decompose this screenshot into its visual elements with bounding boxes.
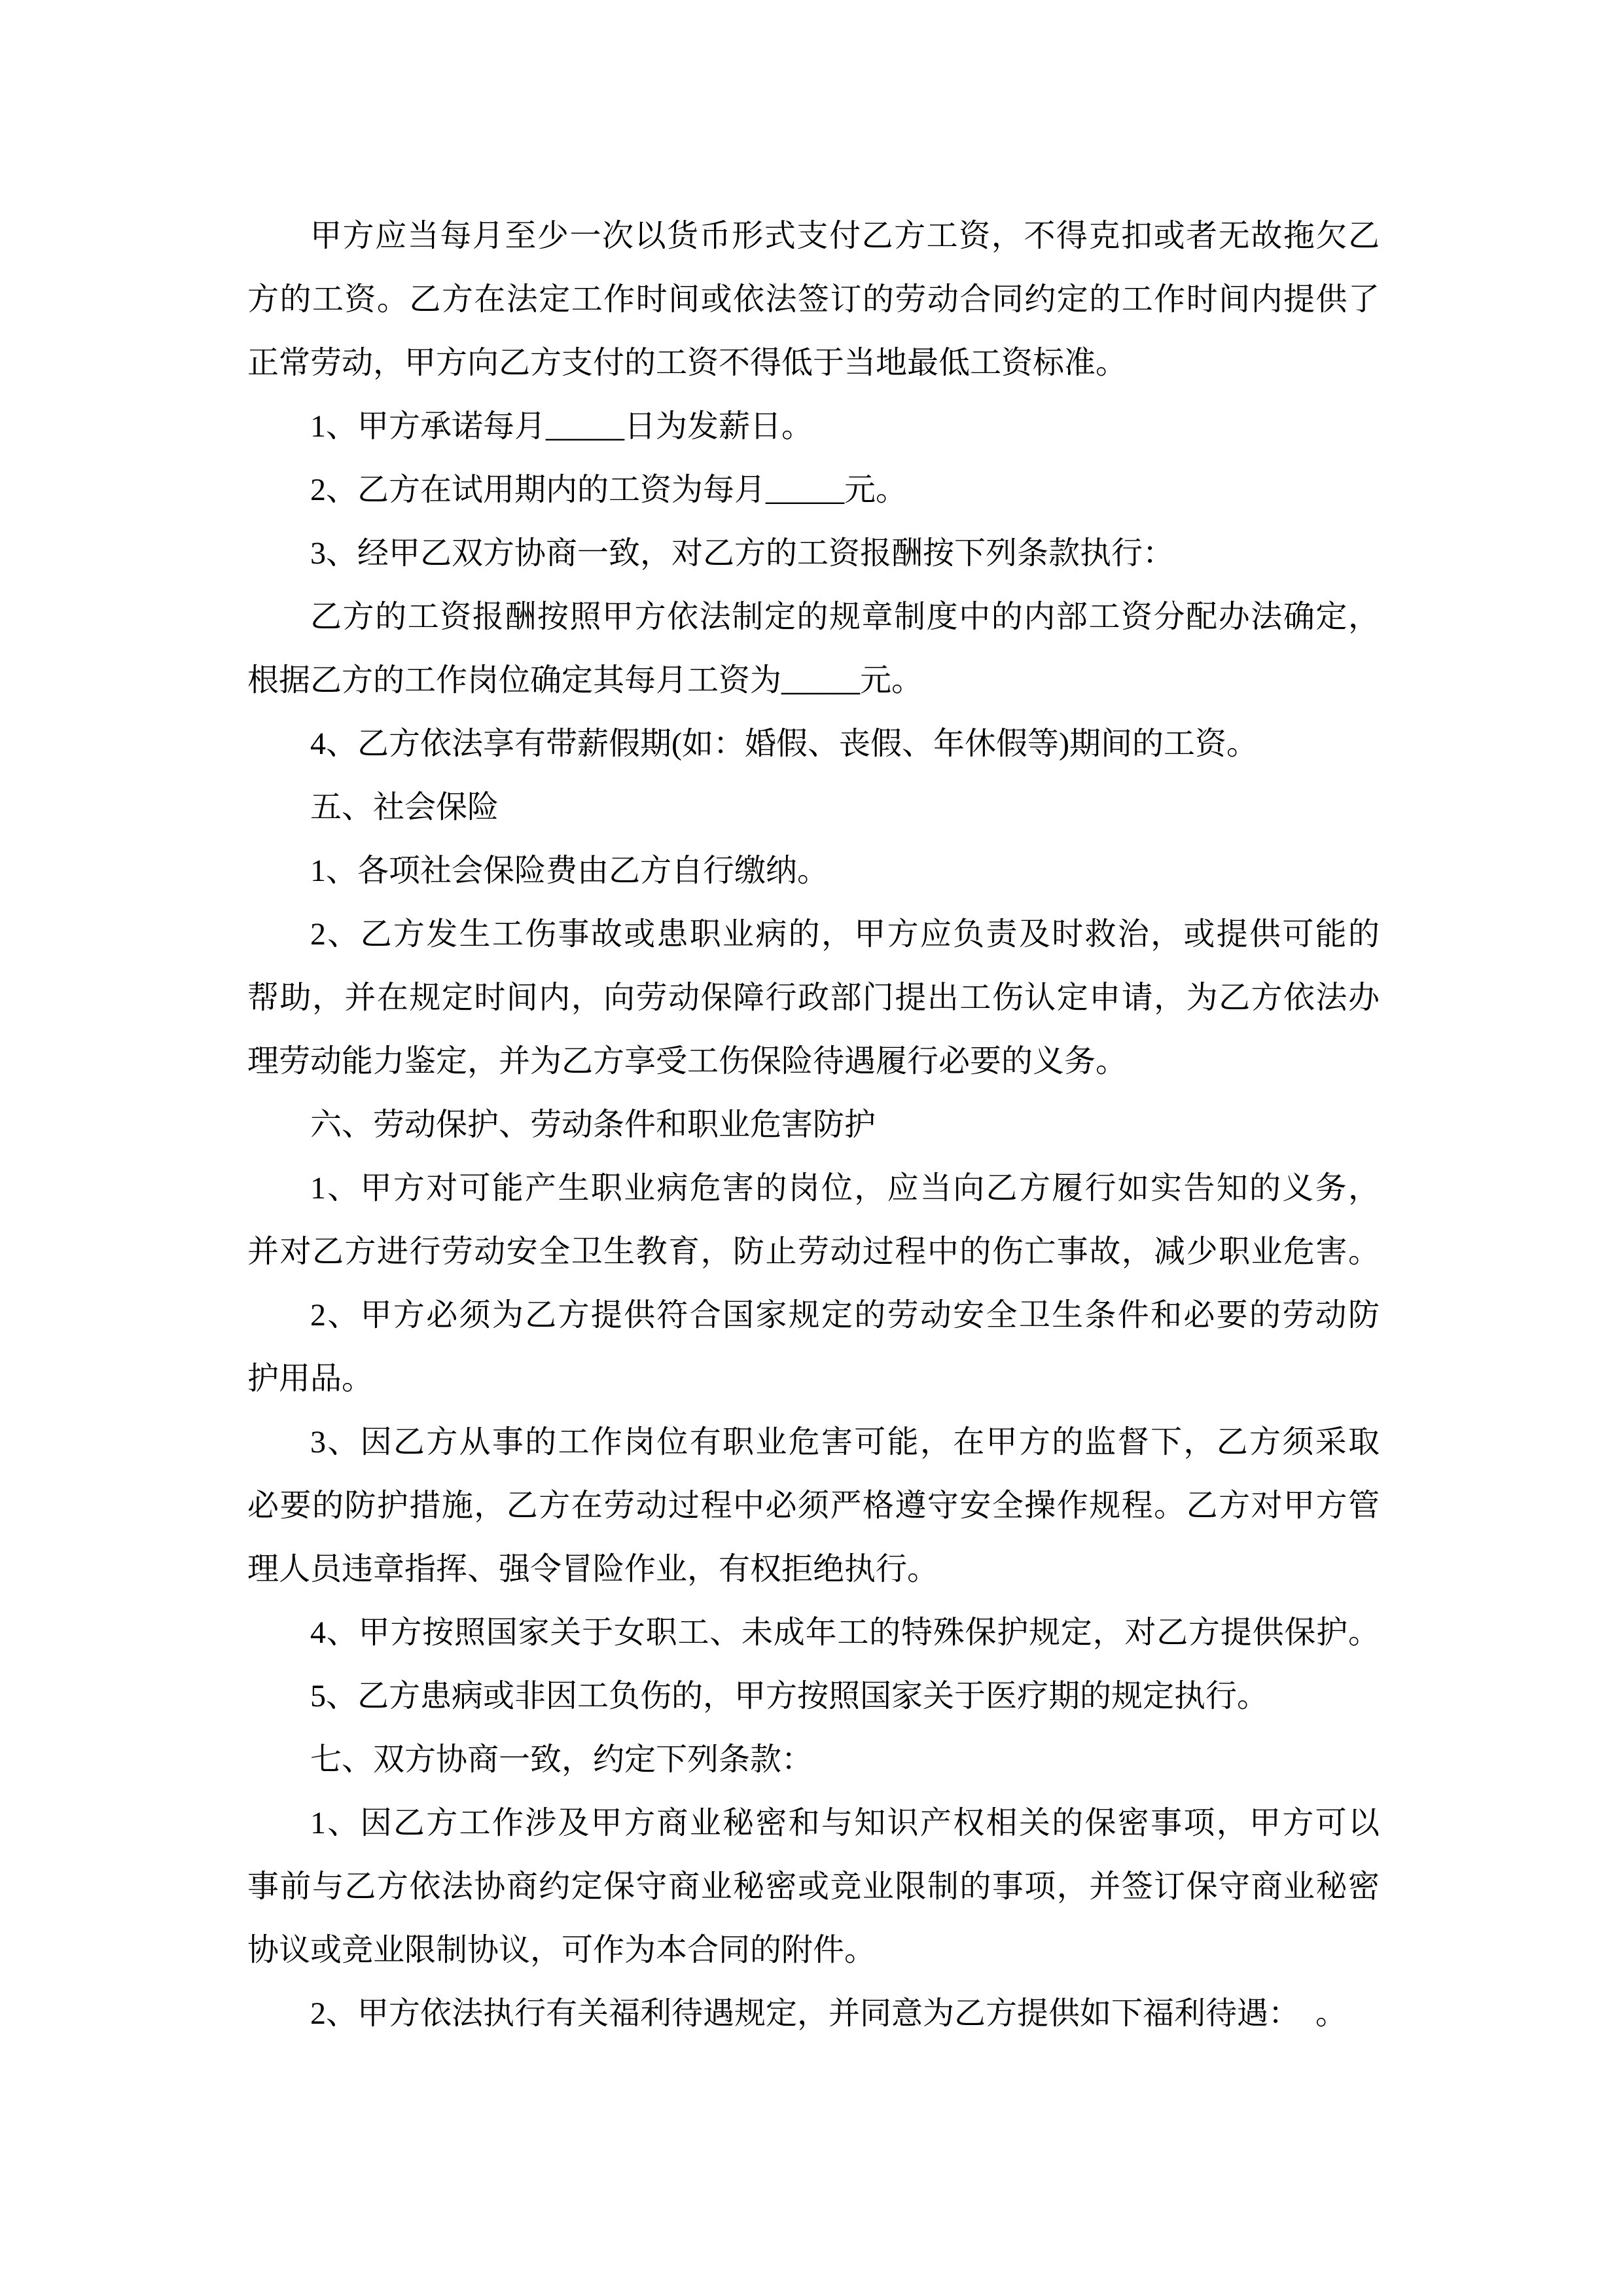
text-line: 1、甲方对可能产生职业病危害的岗位，应当向乙方履行如实告知的义务， [310, 1171, 1380, 1206]
text-line: 七、双方协商一致，约定下列条款： [310, 1742, 813, 1777]
text-line: 4、甲方按照国家关于女职工、未成年工的特殊保护规定，对乙方提供保护。 [310, 1615, 1380, 1650]
text-line: 4、乙方依法享有带薪假期(如：婚假、丧假、年休假等)期间的工资。 [310, 726, 1258, 761]
text-line: 并对乙方进行劳动安全卫生教育，防止劳动过程中的伤亡事故，减少职业危害。 [247, 1234, 1380, 1269]
text-line: 乙方的工资报酬按照甲方依法制定的规章制度中的内部工资分配办法确定， [310, 600, 1380, 634]
text-line: 1、甲方承诺每月_____日为发薪日。 [310, 409, 813, 444]
text-line: 理人员违章指挥、强令冒险作业，有权拒绝执行。 [247, 1552, 939, 1587]
text-line: 3、经甲乙双方协商一致，对乙方的工资报酬按下列条款执行： [310, 536, 1175, 571]
text-line: 五、社会保险 [310, 790, 499, 825]
text-line: 甲方应当每月至少一次以货币形式支付乙方工资，不得克扣或者无故拖欠乙 [310, 219, 1380, 253]
text-line: 3、因乙方从事的工作岗位有职业危害可能，在甲方的监督下，乙方须采取 [310, 1425, 1380, 1460]
text-line: 方的工资。乙方在法定工作时间或依法签订的劳动合同约定的工作时间内提供了 [247, 282, 1380, 317]
text-line: 事前与乙方依法协商约定保守商业秘密或竞业限制的事项，并签订保守商业秘密 [247, 1869, 1380, 1904]
text-line: 根据乙方的工作岗位确定其每月工资为_____元。 [247, 663, 923, 698]
text-line: 协议或竞业限制协议，可作为本合同的附件。 [247, 1933, 876, 1967]
text-line: 2、乙方在试用期内的工资为每月_____元。 [310, 473, 908, 507]
text-line: 理劳动能力鉴定，并为乙方享受工伤保险待遇履行必要的义务。 [247, 1044, 1128, 1079]
text-line: 帮助，并在规定时间内，向劳动保障行政部门提出工伤认定申请，为乙方依法办 [247, 980, 1380, 1015]
text-line: 护用品。 [247, 1361, 374, 1396]
text-line: 1、因乙方工作涉及甲方商业秘密和与知识产权相关的保密事项，甲方可以 [310, 1806, 1380, 1840]
text-line: 2、乙方发生工伤事故或患职业病的，甲方应负责及时救治，或提供可能的 [310, 917, 1380, 952]
text-line: 2、甲方依法执行有关福利待遇规定，并同意为乙方提供如下福利待遇： 。 [310, 1996, 1347, 2031]
document-body [247, 204, 1380, 2045]
text-line: 5、乙方患病或非因工负伤的，甲方按照国家关于医疗期的规定执行。 [310, 1679, 1269, 1713]
text-line: 六、劳动保护、劳动条件和职业危害防护 [310, 1107, 876, 1142]
text-line: 必要的防护措施，乙方在劳动过程中必须严格遵守安全操作规程。乙方对甲方管 [247, 1488, 1380, 1523]
text-line: 正常劳动，甲方向乙方支付的工资不得低于当地最低工资标准。 [247, 346, 1128, 380]
text-line: 1、各项社会保险费由乙方自行缴纳。 [310, 853, 829, 888]
text-line: 2、甲方必须为乙方提供符合国家规定的劳动安全卫生条件和必要的劳动防 [310, 1298, 1380, 1333]
